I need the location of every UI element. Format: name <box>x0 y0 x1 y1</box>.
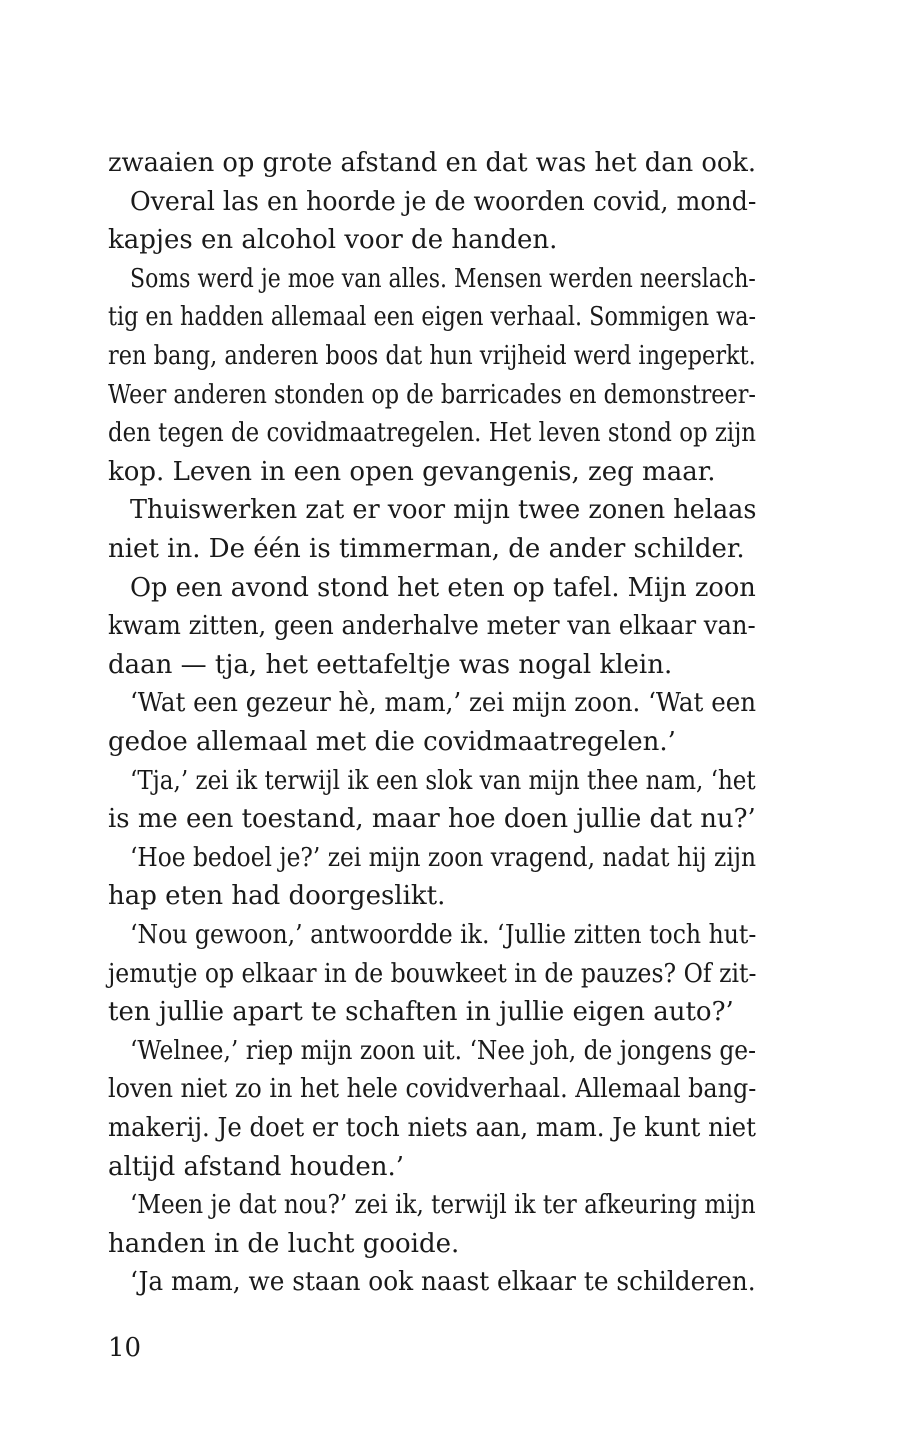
text-line: den tegen de covidmaatregelen. Het leven stond op zijn <box>108 418 757 449</box>
text-line: Thuiswerken zat er voor mijn twee zonen helaas <box>130 495 757 526</box>
text-line: makerij. Je doet er toch niets aan, mam. Je kunt niet <box>108 1113 756 1143</box>
text-line: handen in de lucht gooide. <box>108 1228 460 1259</box>
text-line: loven niet zo in het hele covidverhaal. Allemaal bang- <box>108 1074 757 1105</box>
text-line: tig en hadden allemaal een eigen verhaal. Sommigen wa- <box>108 302 757 333</box>
book-page <box>108 0 756 1440</box>
text-line: ‘Ja mam, we staan ook naast elkaar te schilderen. <box>130 1267 756 1298</box>
text-line: Soms werd je moe van alles. Mensen werden neerslach- <box>130 263 756 294</box>
text-line: kwam zitten, geen anderhalve meter van elkaar van- <box>108 611 756 642</box>
text-line: zwaaien op grote afstand en dat was het dan ook. <box>108 148 757 178</box>
text-line: niet in. De één is timmerman, de ander schilder. <box>108 534 745 564</box>
text-line: gedoe allemaal met die covidmaatregelen.’ <box>108 727 676 757</box>
text-line: kapjes en alcohol voor de handen. <box>108 225 558 256</box>
text-line: ten jullie apart te schaften in jullie eigen auto?’ <box>108 997 734 1028</box>
text-line: jemutje op elkaar in de bouwkeet in de pauzes? Of zit- <box>108 958 757 989</box>
page-number: 10 <box>108 1333 142 1363</box>
text-line: altijd afstand houden.’ <box>108 1151 405 1182</box>
text-line: daan — tja, het eettafeltje was nogal klein. <box>108 649 673 680</box>
text-line: kop. Leven in een open gevangenis, zeg maar. <box>108 456 716 487</box>
text-line: Weer anderen stonden op de barricades en demonstreer- <box>108 379 756 410</box>
text-line: ren bang, anderen boos dat hun vrijheid werd ingeperkt. <box>108 341 756 371</box>
text-line: ‘Hoe bedoel je?’ zei mijn zoon vragend, nadat hij zijn <box>130 842 757 873</box>
text-line: is me een toestand, maar hoe doen jullie dat nu?’ <box>108 804 756 835</box>
text-line: ‘Meen je dat nou?’ zei ik, terwijl ik ter afkeuring mijn <box>130 1190 756 1221</box>
text-line: ‘Wat een gezeur hè, mam,’ zei mijn zoon. ‘Wat een <box>130 688 756 719</box>
text-line: ‘Welnee,’ riep mijn zoon uit. ‘Nee joh, de jongens ge- <box>130 1035 757 1066</box>
text-line: ‘Nou gewoon,’ antwoordde ik. ‘Jullie zitten toch hut- <box>130 920 757 950</box>
text-line: Overal las en hoorde je de woorden covid, mond- <box>130 186 757 217</box>
text-line: hap eten had doorgeslikt. <box>108 881 446 912</box>
text-line: ‘Tja,’ zei ik terwijl ik een slok van mijn thee nam, ‘het <box>130 765 756 796</box>
text-line: Op een avond stond het eten op tafel. Mijn zoon <box>130 572 756 603</box>
